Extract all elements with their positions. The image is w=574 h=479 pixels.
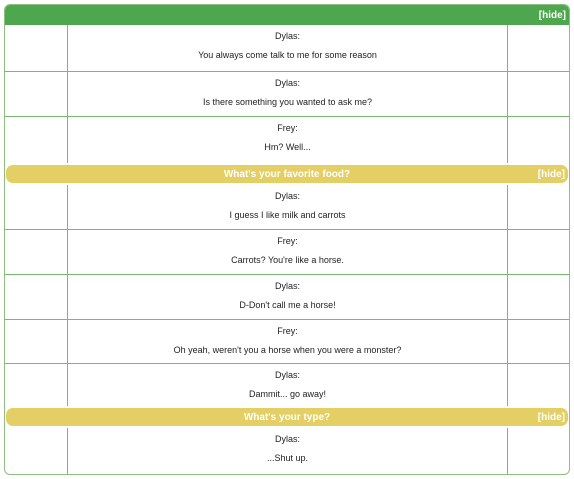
table-row (5, 25, 569, 72)
speaker-name: Dylas: (274, 434, 300, 444)
speaker-name: Dylas: (274, 191, 300, 201)
section-title: What's your favorite food? (223, 168, 351, 180)
hide-toggle-favorite-food[interactable]: [hide] (537, 168, 565, 180)
table-row (5, 275, 569, 320)
speaker-name: Frey: (277, 236, 298, 246)
table-row (5, 185, 569, 230)
dialogue-line: Dammit... go away! (248, 389, 327, 399)
dialogue-line: You always come talk to me for some reason (198, 50, 377, 60)
section-header-favorite-food (6, 165, 568, 183)
speaker-name: Dylas: (274, 78, 300, 88)
speaker-name: Frey: (277, 123, 298, 133)
dialogue-line: Is there something you wanted to ask me? (202, 97, 373, 107)
speaker-name: Dylas: (274, 281, 300, 291)
table-row (5, 320, 569, 364)
table-row (5, 428, 569, 475)
dialogue-line: I guess I like milk and carrots (229, 210, 346, 220)
speaker-name: Dylas: (274, 31, 300, 41)
table-row (5, 72, 569, 117)
table-row (5, 230, 569, 275)
speaker-name: Frey: (277, 326, 298, 336)
dialogue-line: Hm? Well... (264, 142, 311, 152)
dialogue-line: D-Don't call me a horse! (239, 300, 336, 310)
hide-toggle-top[interactable]: [hide] (538, 9, 566, 21)
dialogue-table (4, 4, 570, 475)
dialogue-line: Oh yeah, weren't you a horse when you were a monster? (173, 345, 402, 355)
speaker-name: Dylas: (274, 370, 300, 380)
dialogue-line: Carrots? You're like a horse. (231, 255, 344, 265)
section-title: What's your type? (243, 411, 331, 423)
dialogue-line: ...Shut up. (266, 453, 309, 463)
hide-toggle-your-type[interactable]: [hide] (537, 411, 565, 423)
table-row (5, 364, 569, 406)
table-header-bar (5, 5, 569, 25)
section-header-your-type (6, 408, 568, 426)
table-row (5, 117, 569, 163)
